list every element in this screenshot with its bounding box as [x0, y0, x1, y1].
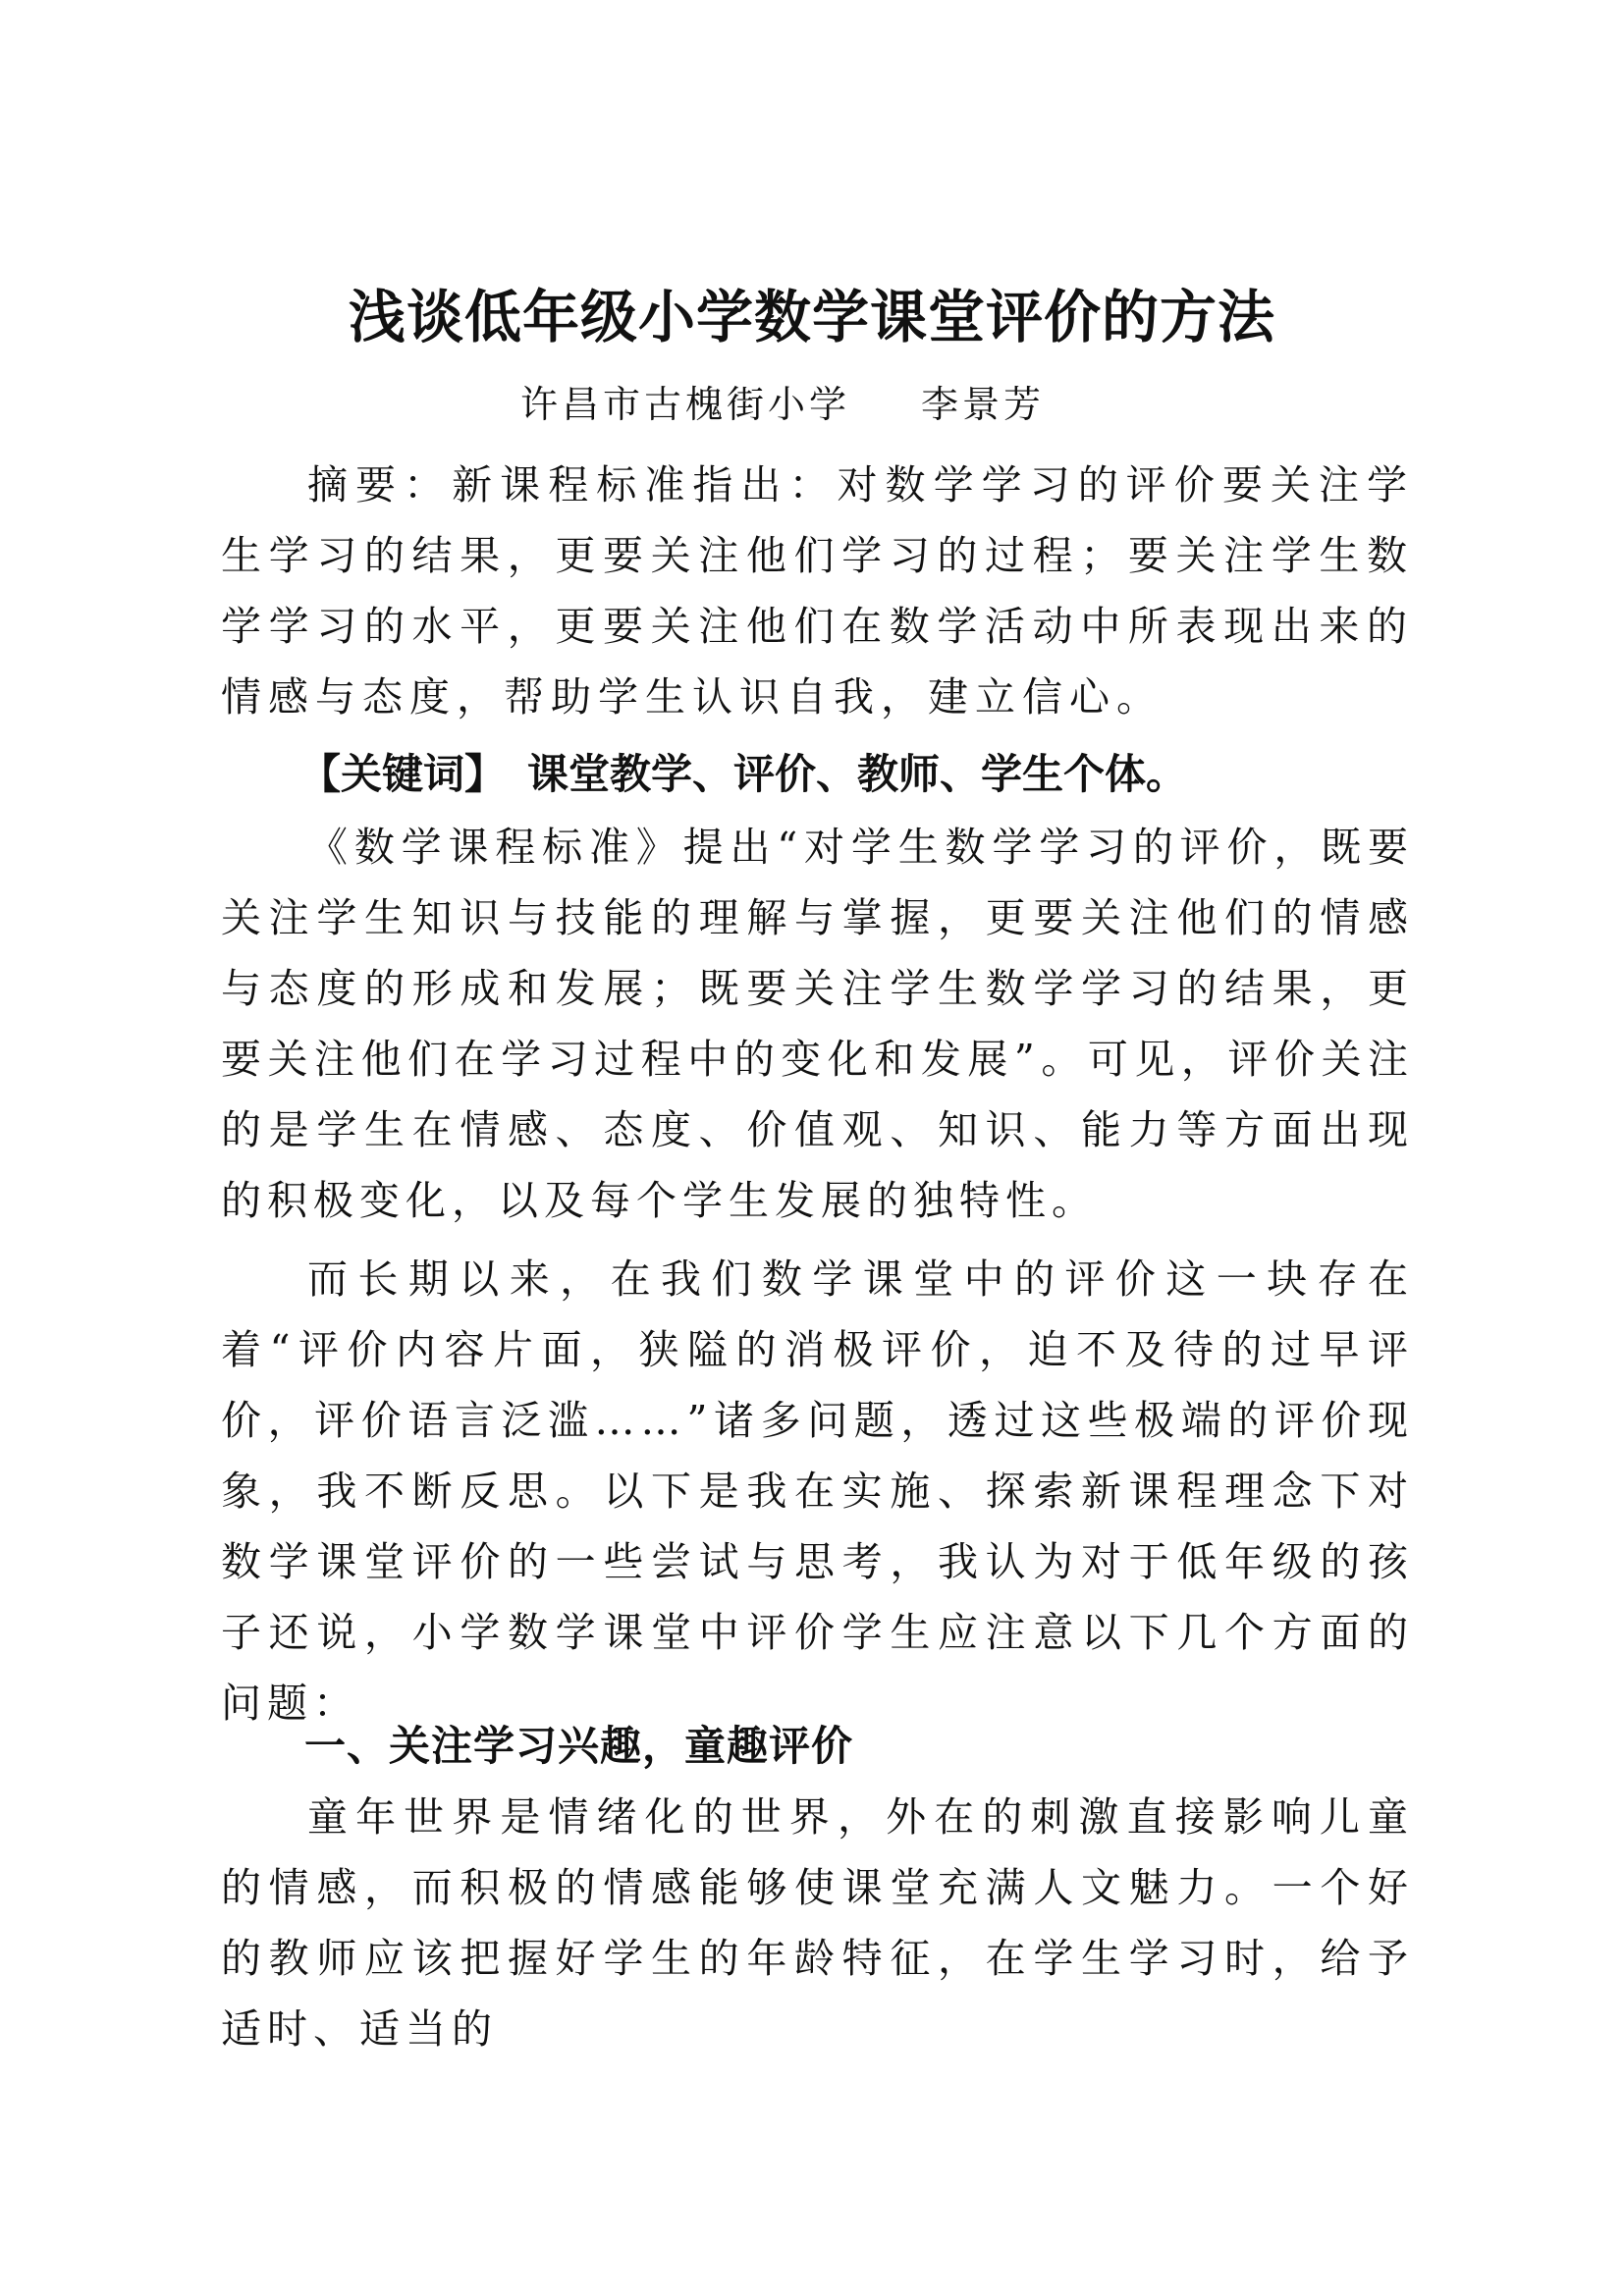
- section-paragraph: 童年世界是情绪化的世界，外在的刺激直接影响儿童的情感，而积极的情感能够使课堂充满人文魅力。一个好的教师应该把握好学生的年龄特征，在学生学习时，给予适时、适当的: [221, 1793, 1414, 2053]
- author-name: 李景芳: [921, 383, 1046, 426]
- section-heading: 一、关注学习兴趣，童趣评价: [304, 1722, 854, 1770]
- body-paragraph: 而长期以来，在我们数学课堂中的评价这一块存在着“评价内容片面，狭隘的消极评价，迫不及待的过早评价，评价语言泛滥……”诸多问题，透过这些极端的评价现象，我不断反思。以下是我在实施、探索新课程理念下对数学课堂评价的一些尝试与思考，我认为对于低年级的孩子还说，小学数学课堂中评价学生应注意以下几个方面的问题：: [221, 1255, 1414, 1727]
- document-title: 浅谈低年级小学数学课堂评价的方法: [348, 284, 1275, 350]
- keywords-text: 课堂教学、评价、教师、学生个体。: [527, 750, 1188, 798]
- author-school: 许昌市古槐街小学: [520, 383, 851, 426]
- keywords-line: [299, 739, 1187, 810]
- body-paragraph: 《数学课程标准》提出“对学生数学学习的评价，既要关注学生知识与技能的理解与掌握，更要关注他们的情感与态度的形成和发展；既要关注学生数学学习的结果，更要关注他们在学习过程中的变化和发展”。可见，评价关注的是学生在情感、态度、价值观、知识、能力等方面出现的积极变化，以及每个学生发展的独特性。: [221, 824, 1414, 1224]
- keywords-label: 【关键词】: [299, 750, 507, 798]
- byline: [520, 375, 1208, 434]
- abstract-paragraph: 摘要：新课程标准指出：对数学学习的评价要关注学生学习的结果，更要关注他们学习的过程；要关注学生数学学习的水平，更要关注他们在数学活动中所表现出来的情感与态度，帮助学生认识自我，建立信心。: [221, 461, 1414, 721]
